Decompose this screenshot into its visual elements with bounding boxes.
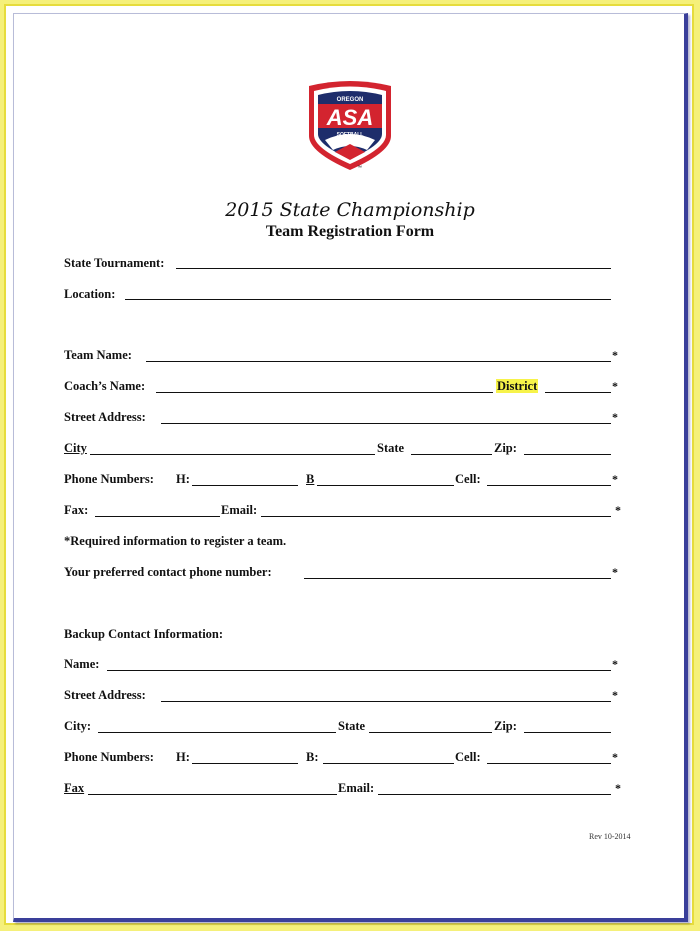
state-tournament-label: State Tournament: (64, 256, 165, 270)
business-phone-field[interactable] (317, 485, 454, 486)
required-mark: * (612, 410, 618, 424)
team-name-label: Team Name: (64, 348, 132, 362)
backup-fax-label: Fax (64, 781, 85, 795)
required-mark: * (612, 472, 618, 486)
backup-state-field[interactable] (369, 732, 492, 733)
business-phone-label: B (306, 472, 315, 486)
svg-text:OREGON: OREGON (336, 97, 364, 103)
backup-email-label: Email: (338, 781, 375, 795)
zip-label: Zip: (494, 441, 517, 455)
preferred-phone-field[interactable] (304, 578, 611, 579)
backup-phone-numbers-label: Phone Numbers: (64, 750, 154, 764)
preferred-phone-label: Your preferred contact phone number: (64, 565, 272, 579)
district-label: District (497, 379, 538, 393)
required-mark: * (612, 750, 618, 764)
backup-city-label: City: (64, 719, 92, 733)
cell-phone-label: Cell: (455, 472, 481, 486)
asa-shield-icon (305, 80, 395, 172)
backup-name-label: Name: (64, 657, 100, 671)
district-field[interactable] (545, 392, 611, 393)
backup-street-address-field[interactable] (161, 701, 611, 702)
zip-field[interactable] (524, 454, 611, 455)
city-field[interactable] (90, 454, 375, 455)
required-mark: * (615, 781, 621, 795)
state-label: State (377, 441, 405, 455)
fax-field[interactable] (95, 516, 220, 517)
backup-cell-phone-field[interactable] (487, 763, 611, 764)
svg-text:ASA: ASA (326, 105, 374, 130)
required-note: *Required information to register a team. (64, 534, 287, 548)
required-mark: * (612, 379, 618, 393)
location-field[interactable] (125, 299, 611, 300)
backup-city-field[interactable] (98, 732, 336, 733)
form-subtitle: Team Registration Form (265, 223, 435, 240)
cell-phone-field[interactable] (487, 485, 611, 486)
required-mark: * (612, 688, 618, 702)
asa-logo (305, 80, 395, 176)
backup-name-field[interactable] (107, 670, 611, 671)
revision-label: Rev 10-2014 (589, 832, 631, 841)
backup-zip-field[interactable] (524, 732, 611, 733)
phone-numbers-label: Phone Numbers: (64, 472, 154, 486)
required-mark: * (615, 503, 621, 517)
city-label: City (64, 441, 87, 455)
backup-zip-label: Zip: (494, 719, 517, 733)
location-label: Location: (64, 287, 116, 301)
backup-home-phone-label: H: (176, 750, 190, 764)
coach-name-field[interactable] (156, 392, 493, 393)
backup-business-phone-field[interactable] (323, 763, 454, 764)
required-mark: * (612, 565, 618, 579)
required-mark: * (612, 348, 618, 362)
backup-home-phone-field[interactable] (192, 763, 298, 764)
home-phone-label: H: (176, 472, 190, 486)
backup-state-label: State (338, 719, 366, 733)
fax-label: Fax: (64, 503, 89, 517)
home-phone-field[interactable] (192, 485, 298, 486)
email-label: Email: (221, 503, 258, 517)
coach-name-label: Coach’s Name: (64, 379, 146, 393)
backup-cell-phone-label: Cell: (455, 750, 481, 764)
svg-text:SOFTBALL: SOFTBALL (336, 132, 364, 138)
form-title: 2015 State Championship (225, 199, 475, 221)
backup-fax-field[interactable] (88, 794, 337, 795)
backup-business-phone-label: B: (306, 750, 319, 764)
state-tournament-field[interactable] (176, 268, 611, 269)
state-field[interactable] (411, 454, 492, 455)
trademark-mark: ™ (357, 165, 362, 171)
team-name-field[interactable] (146, 361, 611, 362)
street-address-label: Street Address: (64, 410, 146, 424)
street-address-field[interactable] (161, 423, 611, 424)
backup-email-field[interactable] (378, 794, 611, 795)
backup-heading: Backup Contact Information: (64, 627, 224, 641)
backup-street-address-label: Street Address: (64, 688, 146, 702)
required-mark: * (612, 657, 618, 671)
email-field[interactable] (261, 516, 611, 517)
